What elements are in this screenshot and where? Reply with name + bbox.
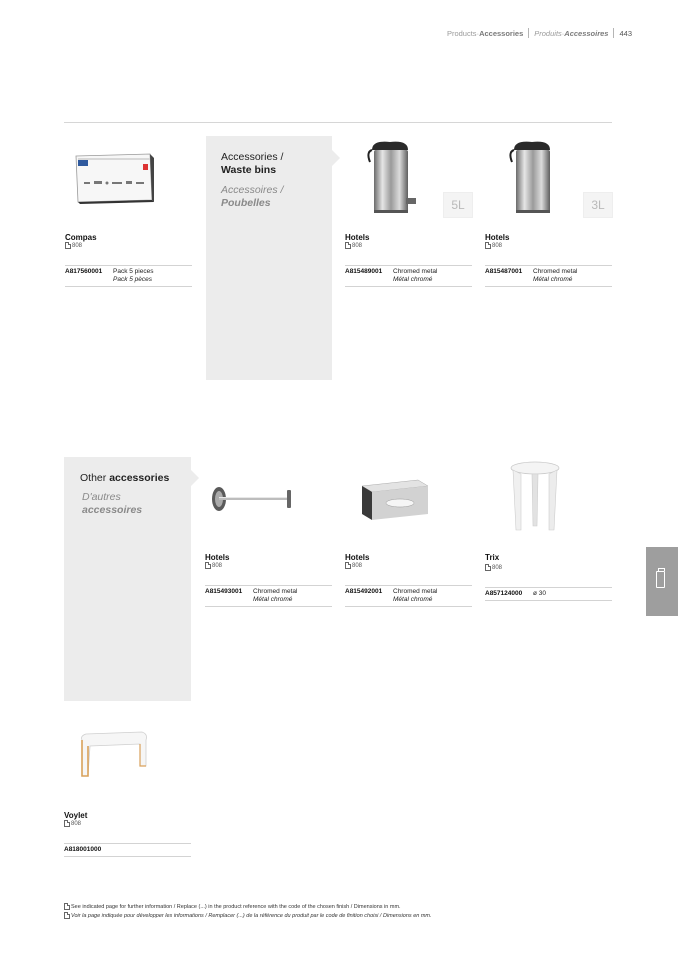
trix-ref-table xyxy=(485,587,612,601)
table-row xyxy=(65,268,192,284)
desc-en: Chromed metal xyxy=(393,268,438,275)
hotels-5l-page-number: 808 xyxy=(352,242,363,249)
document-icon xyxy=(205,562,211,569)
trix-stool-image xyxy=(508,460,562,534)
breadcrumb-products: Products xyxy=(446,28,477,38)
hotels-3l-name: Hotels xyxy=(485,233,510,242)
product-desc xyxy=(393,588,437,604)
document-icon xyxy=(65,242,71,249)
capacity-badge-3l: 3L xyxy=(583,192,613,218)
desc-fr: Métal chromé xyxy=(253,596,293,603)
hotels-holder-page-ref xyxy=(205,562,222,569)
hotels-5l-page-ref xyxy=(345,242,362,249)
desc-en: Chromed metal xyxy=(393,588,438,595)
product-code: A815493001 xyxy=(205,588,243,595)
other-accessories-title xyxy=(80,472,169,485)
hotels-tissue-page-number: 808 xyxy=(352,562,363,569)
other-accessories-fr-1: D'autres xyxy=(82,491,121,503)
hotels-tissue-box-image xyxy=(358,476,430,522)
document-icon xyxy=(485,242,491,249)
table-row xyxy=(485,268,612,284)
waste-bins-title-1: Accessories / xyxy=(221,151,284,163)
header-divider xyxy=(528,28,529,38)
panel-notch xyxy=(332,150,340,166)
other-title-bold: accessories xyxy=(109,472,170,484)
capacity-badge-5l: 5L xyxy=(443,192,473,218)
breadcrumb-section: Accessories xyxy=(479,28,524,38)
waste-bins-fr-2 xyxy=(221,197,271,210)
hotels-holder-ref-table xyxy=(205,585,332,607)
compas-product-image xyxy=(72,148,156,208)
breadcrumb-separator-fr: · xyxy=(561,28,565,38)
bin-icon xyxy=(656,571,665,588)
hotels-tissue-page-ref xyxy=(345,562,362,569)
compas-page-number: 808 xyxy=(72,242,83,249)
waste-bins-fr-1: Accessoires / xyxy=(221,184,284,196)
document-icon xyxy=(485,564,491,571)
document-icon xyxy=(345,562,351,569)
hotels-5l-bin-image xyxy=(364,140,422,218)
footnote-en xyxy=(64,903,401,910)
desc-fr: Métal chromé xyxy=(533,276,573,283)
top-divider xyxy=(64,122,612,123)
hotels-tissue-name: Hotels xyxy=(345,553,370,562)
voylet-name: Voylet xyxy=(64,811,88,820)
compas-ref-table xyxy=(65,265,192,287)
other-accessories-fr-2 xyxy=(82,504,142,517)
compas-page-ref xyxy=(65,242,82,249)
page-header xyxy=(447,28,632,38)
desc-fr: Métal chromé xyxy=(393,276,433,283)
trix-page-number: 808 xyxy=(492,564,503,571)
desc-fr: Métal chromé xyxy=(393,596,433,603)
trix-name: Trix xyxy=(485,553,500,562)
desc-en: Chromed metal xyxy=(533,268,578,275)
breadcrumb-produits: Produits xyxy=(534,28,562,38)
other-fr-bold: accessoires xyxy=(82,504,143,516)
breadcrumb-section-fr: Accessoires xyxy=(564,28,609,38)
product-code: A818001000 xyxy=(64,846,102,853)
voylet-ref-table xyxy=(64,843,191,857)
product-desc xyxy=(533,268,577,284)
product-desc: ø 30 xyxy=(533,590,547,597)
footnote-fr-text: Voir la page indiquée pour développer les informations / Remplacer (...) de la référence du produit par le code de finition choisi / Dimensions en mm. xyxy=(71,912,432,919)
page-number: 443 xyxy=(619,28,632,38)
product-code: A815487001 xyxy=(485,268,523,275)
hotels-3l-page-number: 808 xyxy=(492,242,503,249)
waste-bins-title-2 xyxy=(221,164,276,177)
hotels-tissue-ref-table xyxy=(345,585,472,607)
hotels-3l-bin-image xyxy=(508,140,558,218)
hotels-3l-page-ref xyxy=(485,242,502,249)
footnote-en-text: See indicated page for further information / Replace (...) in the product reference with the code of the chosen finish / Dimensions in mm. xyxy=(71,903,401,910)
hotels-holder-page-number: 808 xyxy=(212,562,223,569)
compas-name: Compas xyxy=(65,233,97,242)
product-desc xyxy=(253,588,297,604)
hotels-roll-holder-image xyxy=(209,484,295,514)
hotels-3l-ref-table xyxy=(485,265,612,287)
document-icon xyxy=(64,820,70,827)
product-code: A815492001 xyxy=(345,588,383,595)
table-row xyxy=(64,846,191,854)
waste-bins-fr-bold: Poubelles xyxy=(221,197,271,209)
document-icon xyxy=(64,903,70,910)
section-side-tab[interactable] xyxy=(646,547,678,616)
hotels-5l-ref-table xyxy=(345,265,472,287)
hotels-holder-name: Hotels xyxy=(205,553,230,562)
voylet-page-ref xyxy=(64,820,81,827)
table-row xyxy=(205,588,332,604)
breadcrumb-separator: · xyxy=(476,28,480,38)
table-row xyxy=(345,588,472,604)
footnote-fr xyxy=(64,912,432,919)
voylet-stool-image xyxy=(76,726,152,784)
header-divider-2 xyxy=(613,28,614,38)
product-code: A817560001 xyxy=(65,268,103,275)
voylet-page-number: 808 xyxy=(71,820,82,827)
panel-notch xyxy=(191,470,199,486)
product-code: A857124000 xyxy=(485,590,523,597)
product-code: A815489001 xyxy=(345,268,383,275)
desc-en: Pack 5 pieces xyxy=(113,268,154,275)
table-row xyxy=(345,268,472,284)
desc-en: Chromed metal xyxy=(253,588,298,595)
other-title-prefix: Other xyxy=(80,472,107,484)
product-desc xyxy=(393,268,437,284)
product-desc xyxy=(113,268,153,284)
hotels-5l-name: Hotels xyxy=(345,233,370,242)
desc-fr: Pack 5 pèces xyxy=(113,276,153,283)
table-row xyxy=(485,590,612,598)
waste-bins-title-bold: Waste bins xyxy=(221,164,277,176)
document-icon xyxy=(64,912,70,919)
trix-page-ref xyxy=(485,564,502,571)
document-icon xyxy=(345,242,351,249)
